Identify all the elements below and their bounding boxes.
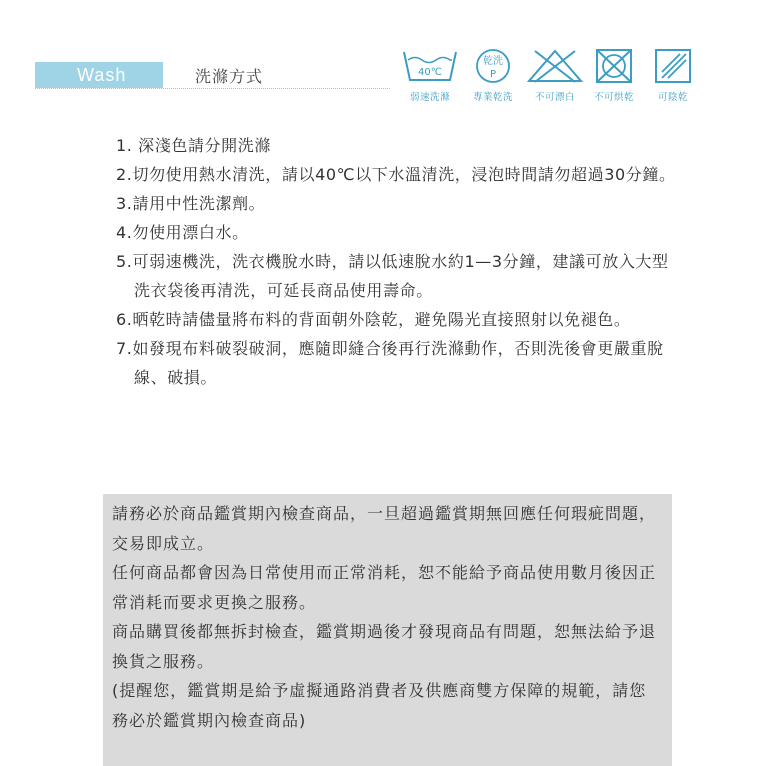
notice-paragraph: (提醒您，鑑賞期是給予虛擬通路消費者及供應商雙方保障的規範，請您務必於鑑賞期內檢查商品)	[112, 681, 647, 730]
care-label-no-tumble-dry: 不可烘乾	[593, 92, 634, 103]
care-label-dry-clean: 專業乾洗	[472, 92, 513, 103]
header-divider	[35, 88, 390, 89]
care-symbol-no-bleach	[524, 48, 586, 103]
instruction-item: 2.切勿使用熱水清洗，請以40℃以下水溫清洗，浸泡時間請勿超過30分鐘。	[116, 165, 676, 184]
shade-dry-icon	[653, 48, 693, 84]
dry-clean-inner-text: 乾洗	[483, 56, 503, 67]
care-symbol-no-tumble-dry	[589, 48, 639, 103]
professional-dry-clean-icon	[473, 48, 513, 84]
notice-paragraph: 任何商品都會因為日常使用而正常消耗，恕不能給予商品使用數月後因正常消耗而要求更換之服務。	[112, 563, 657, 612]
instruction-item: 1. 深淺色請分開洗滌	[116, 136, 271, 155]
no-bleach-icon	[526, 48, 584, 84]
wash-tab-label: Wash	[35, 62, 163, 88]
wash-40c-icon	[401, 48, 459, 84]
care-label-shade-dry: 可陰乾	[657, 92, 688, 103]
notice-box	[103, 494, 672, 766]
section-title: 洗滌方式	[195, 67, 264, 86]
no-tumble-dry-icon	[594, 48, 634, 84]
instruction-item: 7.如發現布料破裂破洞，應隨即縫合後再行洗滌動作，否則洗後會更嚴重脫線、破損。	[116, 339, 664, 387]
instruction-item: 3.請用中性洗潔劑。	[116, 194, 266, 213]
care-symbol-wash	[401, 48, 459, 103]
instruction-item: 5.可弱速機洗，洗衣機脫水時，請以低速脫水約1—3分鐘，建議可放入大型洗衣袋後再清洗，可延長商品使用壽命。	[116, 252, 669, 300]
instruction-item: 4.勿使用漂白水。	[116, 223, 249, 242]
notice-paragraph: 請務必於商品鑑賞期內檢查商品，一旦超過鑑賞期無回應任何瑕疵問題，交易即成立。	[112, 504, 657, 553]
care-label-no-bleach: 不可漂白	[534, 92, 575, 103]
instruction-item: 6.晒乾時請儘量將布料的背面朝外陰乾，避免陽光直接照射以免褪色。	[116, 310, 631, 329]
care-label-wash: 弱速洗滌	[409, 92, 450, 103]
washing-instructions-list	[116, 131, 676, 392]
dry-clean-letter: P	[489, 69, 497, 80]
care-symbol-shade-dry	[651, 48, 695, 103]
care-symbol-dry-clean	[468, 48, 518, 103]
notice-paragraph: 商品購買後都無拆封檢查，鑑賞期過後才發現商品有問題，恕無法給予退換貨之服務。	[112, 622, 657, 671]
wash-temperature-text: 40℃	[418, 67, 442, 78]
